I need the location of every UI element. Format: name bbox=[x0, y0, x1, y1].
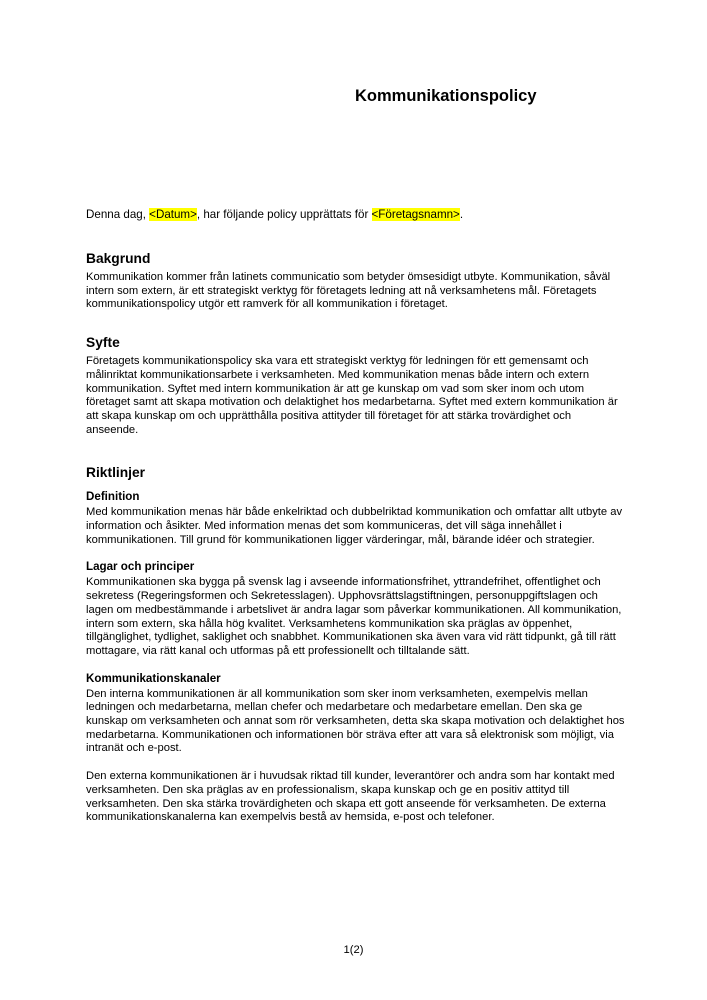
section-bakgrund bbox=[86, 250, 626, 312]
heading-bakgrund: Bakgrund bbox=[86, 251, 151, 266]
date-placeholder: <Datum> bbox=[149, 208, 197, 221]
intro-suffix: . bbox=[459, 208, 464, 221]
heading-kanaler: Kommunikationskanaler bbox=[86, 671, 221, 685]
subsection-lagar bbox=[86, 560, 626, 658]
heading-definition: Definition bbox=[86, 490, 140, 504]
heading-lagar: Lagar och principer bbox=[86, 560, 195, 574]
paragraph-kanaler-extern: Den externa kommunikationen är i huvudsak riktad till kunder, leverantörer och andra som har kontakt med verksamheten. Den ska präglas av en professionalism, skapa kunskap och ge en positiv attityd till verksamheten. Den ska stärka trovärdigheten och skapa ett gott anseende för verksamheten. De externa kommunikationskanalerna kan exempelvis bestå av hemsida, e-post och telefoner. bbox=[86, 770, 615, 824]
section-syfte bbox=[86, 334, 626, 437]
paragraph-kanaler-intern: Den interna kommunikationen är all kommunikation som sker inom verksamheten, exempelvis mellan ledningen och medarbetarna, mellan chefer och medarbetare och medarbetare emellan. Den ska ge kunskap om verksamheten och annat som rör verksamheten, detta ska skapa motivation och delaktighet hos medarbetarna. Kommunikationen och informationen bör sträva efter att vara så elektronisk som möjligt, via intranät och e-post. bbox=[86, 687, 625, 755]
intro-middle: , har följande policy upprättats för bbox=[196, 208, 372, 221]
subsection-kanaler bbox=[86, 672, 626, 825]
section-riktlinjer bbox=[86, 464, 626, 825]
intro-line bbox=[86, 208, 463, 222]
intro-prefix: Denna dag, bbox=[86, 208, 150, 221]
document-body bbox=[86, 250, 626, 825]
paragraph-syfte: Företagets kommunikationspolicy ska vara ett strategiskt verktyg för ledningen för ett gemensamt och målinriktat kommunikationsarbete i verksamheten. Med kommunikation menas både intern och extern kommunikation. Syftet med intern kommunikation är att ge kunskap om vad som sker inom och utom företaget samt att skapa motivation och delaktighet hos medarbetarna. Syftet med extern kommunikation är att skapa kunskap om och upprätthålla positiva attityder till företaget för att stärka trovärdighet och anseende. bbox=[86, 355, 618, 436]
heading-syfte: Syfte bbox=[86, 335, 120, 351]
heading-riktlinjer: Riktlinjer bbox=[86, 465, 146, 481]
document-title: Kommunikationspolicy bbox=[355, 87, 537, 105]
subsection-definition bbox=[86, 490, 626, 547]
paragraph-lagar: Kommunikationen ska bygga på svensk lag i avseende informationsfrihet, yttrandefrihet, offentlighet och sekretess (Regeringsformen och Sekretesslagen). Upphovsrättslagstiftningen, personuppgiftslagen och lagen om medbestämmande i arbetslivet är andra lagar som påverkar kommunikationen. All kommunikation, intern som extern, ska hålla hög kvalitet. Verksamhetens kommunikation ska präglas av öppenhet, tillgänglighet, tydlighet, saklighet och snabbhet. Kommunikationen ska även vara vid rätt tidpunkt, gå till rätt mottagare, via rätt kanal och utformas på ett professionellt och tilltalande sätt. bbox=[86, 576, 622, 657]
page-number: 1(2) bbox=[343, 944, 364, 956]
paragraph-bakgrund: Kommunikation kommer från latinets communicatio som betyder ömsesidigt utbyte. Kommunikation, såväl intern som extern, är ett strategiskt verktyg för företagets ledning att nå verksamhetens mål. Företagets kommunikationspolicy utgör ett ramverk för all kommunikation i företaget. bbox=[86, 271, 611, 311]
paragraph-definition: Med kommunikation menas här både enkelriktad och dubbelriktad kommunikation och omfattar allt utbyte av information och åsikter. Med information menas det som kommuniceras, det vill säga innehållet i kommunikationen. Till grund för kommunikationen ligger värderingar, mål, bärande idéer och strategier. bbox=[86, 506, 623, 546]
company-placeholder: <Företagsnamn> bbox=[371, 208, 460, 221]
